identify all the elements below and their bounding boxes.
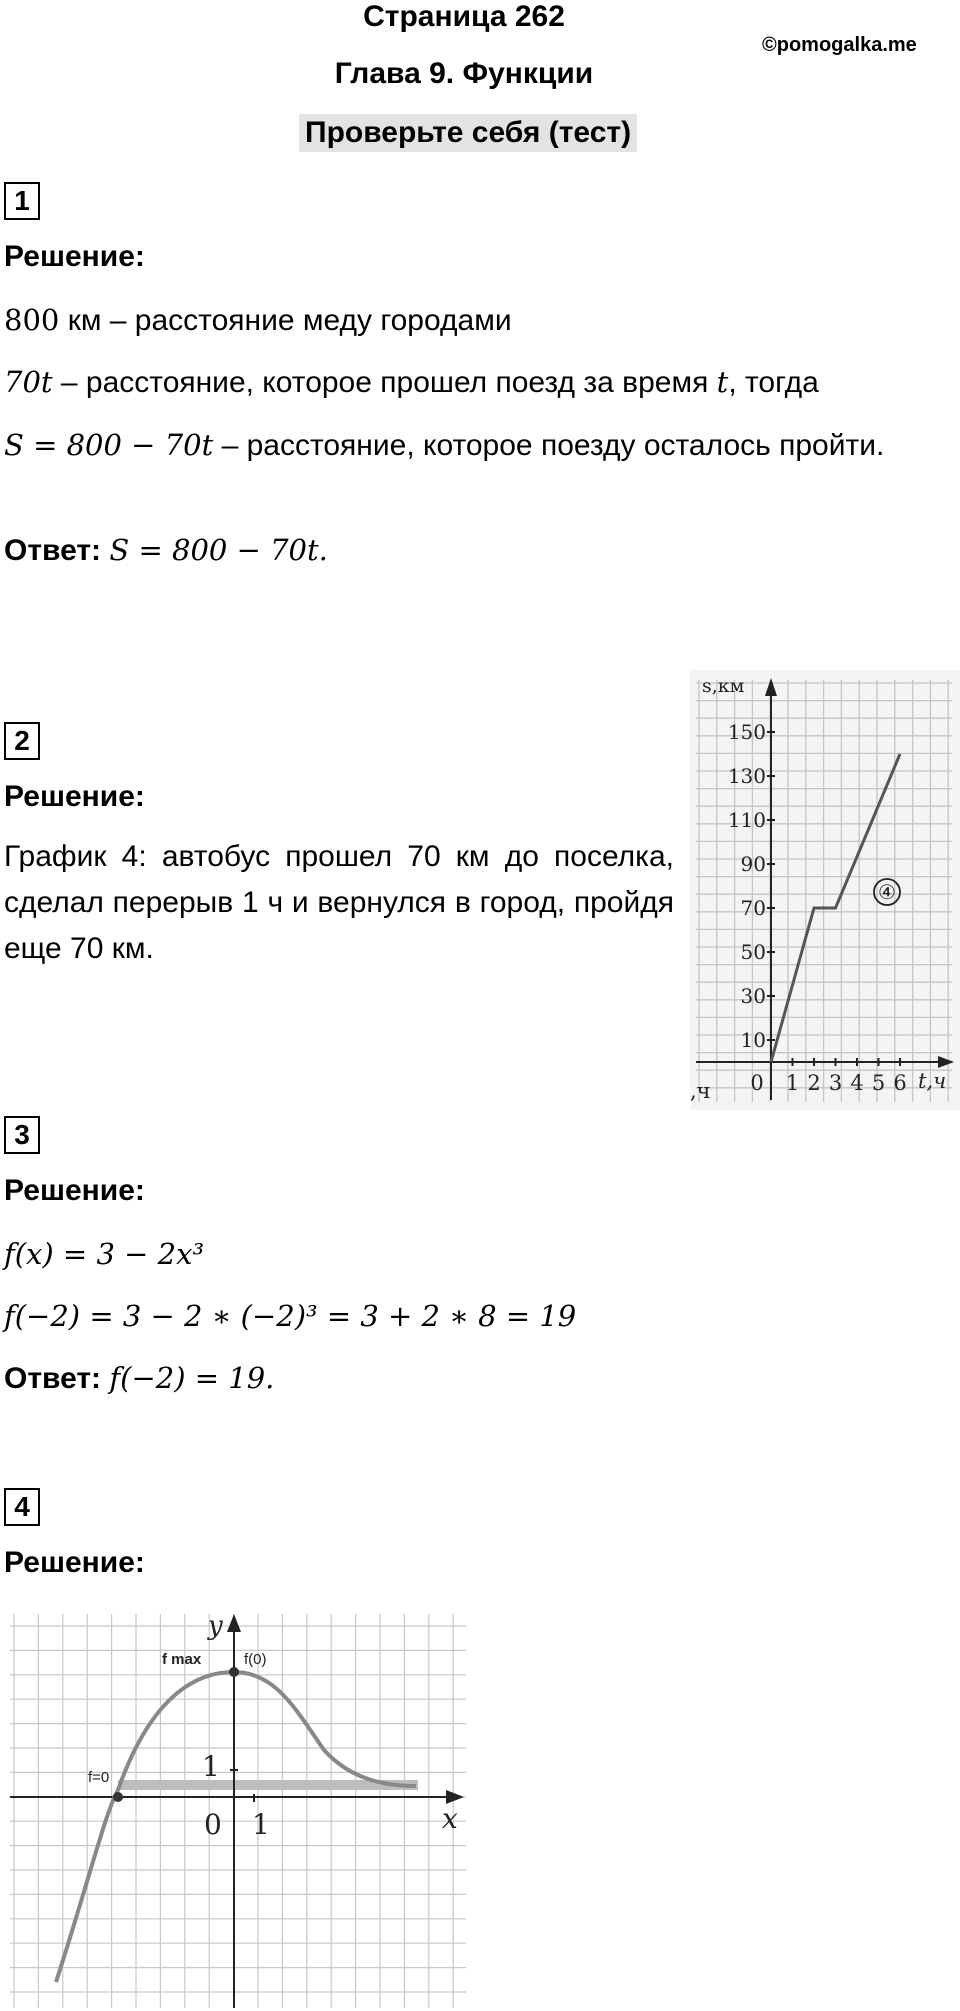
task-2-solution-label: Решение: bbox=[4, 780, 145, 813]
task-1-line-2 bbox=[4, 364, 819, 401]
graph-background bbox=[6, 1610, 486, 2010]
task-3-answer-value: f(−2) = 19. bbox=[109, 1361, 275, 1395]
task-1-variable-t: t bbox=[716, 365, 729, 399]
t-tick-label: 6 bbox=[893, 1071, 907, 1095]
task-1-answer-label: Ответ: bbox=[4, 534, 110, 567]
t-tick-label: 1 bbox=[785, 1071, 800, 1095]
max-point bbox=[229, 1667, 239, 1677]
page-title: Страница 262 bbox=[363, 0, 565, 33]
f-max-label: f max bbox=[162, 1651, 202, 1668]
task-3-line-2 bbox=[4, 1298, 576, 1335]
task-2-distance-graph bbox=[690, 670, 960, 1110]
task-1-line-3-text: – расстояние, которое поезду осталось пройти. bbox=[213, 429, 885, 462]
task-1-distance-number: 800 bbox=[4, 303, 60, 337]
task-3-number: 3 bbox=[4, 1116, 40, 1154]
task-2-number: 2 bbox=[4, 722, 40, 760]
task-4-function-graph bbox=[6, 1610, 486, 2010]
task-4-number: 4 bbox=[4, 1488, 40, 1526]
x-unit-label: 1 bbox=[252, 1808, 270, 1841]
task-1-formula-70t: 70t bbox=[4, 365, 53, 399]
s-tick-label: 130 bbox=[727, 764, 766, 788]
site-watermark: ©pomogalka.me bbox=[762, 34, 917, 56]
y-unit-label: 1 bbox=[202, 1750, 220, 1783]
task-3-solution-label: Решение: bbox=[4, 1174, 145, 1207]
f0-label: f(0) bbox=[244, 1651, 267, 1668]
t-tick-label: 2 bbox=[807, 1071, 821, 1095]
task-4-solution-label: Решение: bbox=[4, 1546, 145, 1579]
test-title: Проверьте себя (тест) bbox=[299, 114, 637, 152]
t-tick-label: 5 bbox=[871, 1071, 886, 1095]
t-axis-left-label: ,ч bbox=[690, 1079, 711, 1103]
graph-4-marker: ④ bbox=[878, 880, 896, 904]
task-1-number: 1 bbox=[4, 182, 40, 220]
zero-point bbox=[113, 1792, 123, 1802]
chapter-title: Глава 9. Функции bbox=[334, 57, 594, 90]
task-3-answer bbox=[4, 1360, 274, 1397]
task-1-answer bbox=[4, 532, 328, 569]
task-2-text: График 4: автобус прошел 70 км до поселка, сделал перерыв 1 ч и вернулся в город, пройдя еще 70 км. bbox=[4, 840, 674, 965]
s-tick-label: 50 bbox=[740, 940, 766, 964]
task-3-line-1 bbox=[4, 1236, 204, 1273]
task-1-formula-s: S = 800 − 70t bbox=[4, 428, 214, 462]
s-axis-label: s,км bbox=[702, 675, 745, 697]
s-tick-label: 90 bbox=[740, 852, 766, 876]
s-tick-label: 70 bbox=[740, 896, 766, 920]
task-3-calculation: f(−2) = 3 − 2 ∗ (−2)³ = 3 + 2 ∗ 8 = 19 bbox=[4, 1299, 577, 1333]
task-3-function: f(x) = 3 − 2x³ bbox=[4, 1237, 205, 1271]
task-1-answer-value: S = 800 − 70t. bbox=[109, 533, 328, 567]
task-1-line-3 bbox=[4, 424, 926, 467]
task-1-line-2-text-b: , тогда bbox=[728, 366, 819, 399]
x-axis-label: x bbox=[442, 1802, 458, 1835]
task-1-line-2-text-a: – расстояние, которое прошел поезд за время bbox=[52, 366, 717, 399]
origin-label: 0 bbox=[204, 1808, 222, 1841]
t-axis-label: t,ч bbox=[918, 1069, 947, 1093]
s-tick-label: 30 bbox=[740, 984, 766, 1008]
task-1-line-1-text: км – расстояние меду городами bbox=[59, 304, 512, 337]
s-tick-label: 150 bbox=[727, 720, 766, 744]
task-1-line-1 bbox=[4, 302, 512, 339]
task-3-answer-label: Ответ: bbox=[4, 1362, 110, 1395]
f-zero-label: f=0 bbox=[88, 1769, 110, 1786]
t-tick-label: 4 bbox=[850, 1071, 864, 1095]
t-tick-label: 3 bbox=[828, 1071, 843, 1095]
t-tick-label: 0 bbox=[750, 1071, 764, 1095]
task-1-solution-label: Решение: bbox=[4, 240, 145, 273]
y-axis-label: y bbox=[208, 1611, 223, 1641]
s-tick-label: 10 bbox=[740, 1028, 766, 1052]
s-tick-label: 110 bbox=[727, 808, 766, 832]
